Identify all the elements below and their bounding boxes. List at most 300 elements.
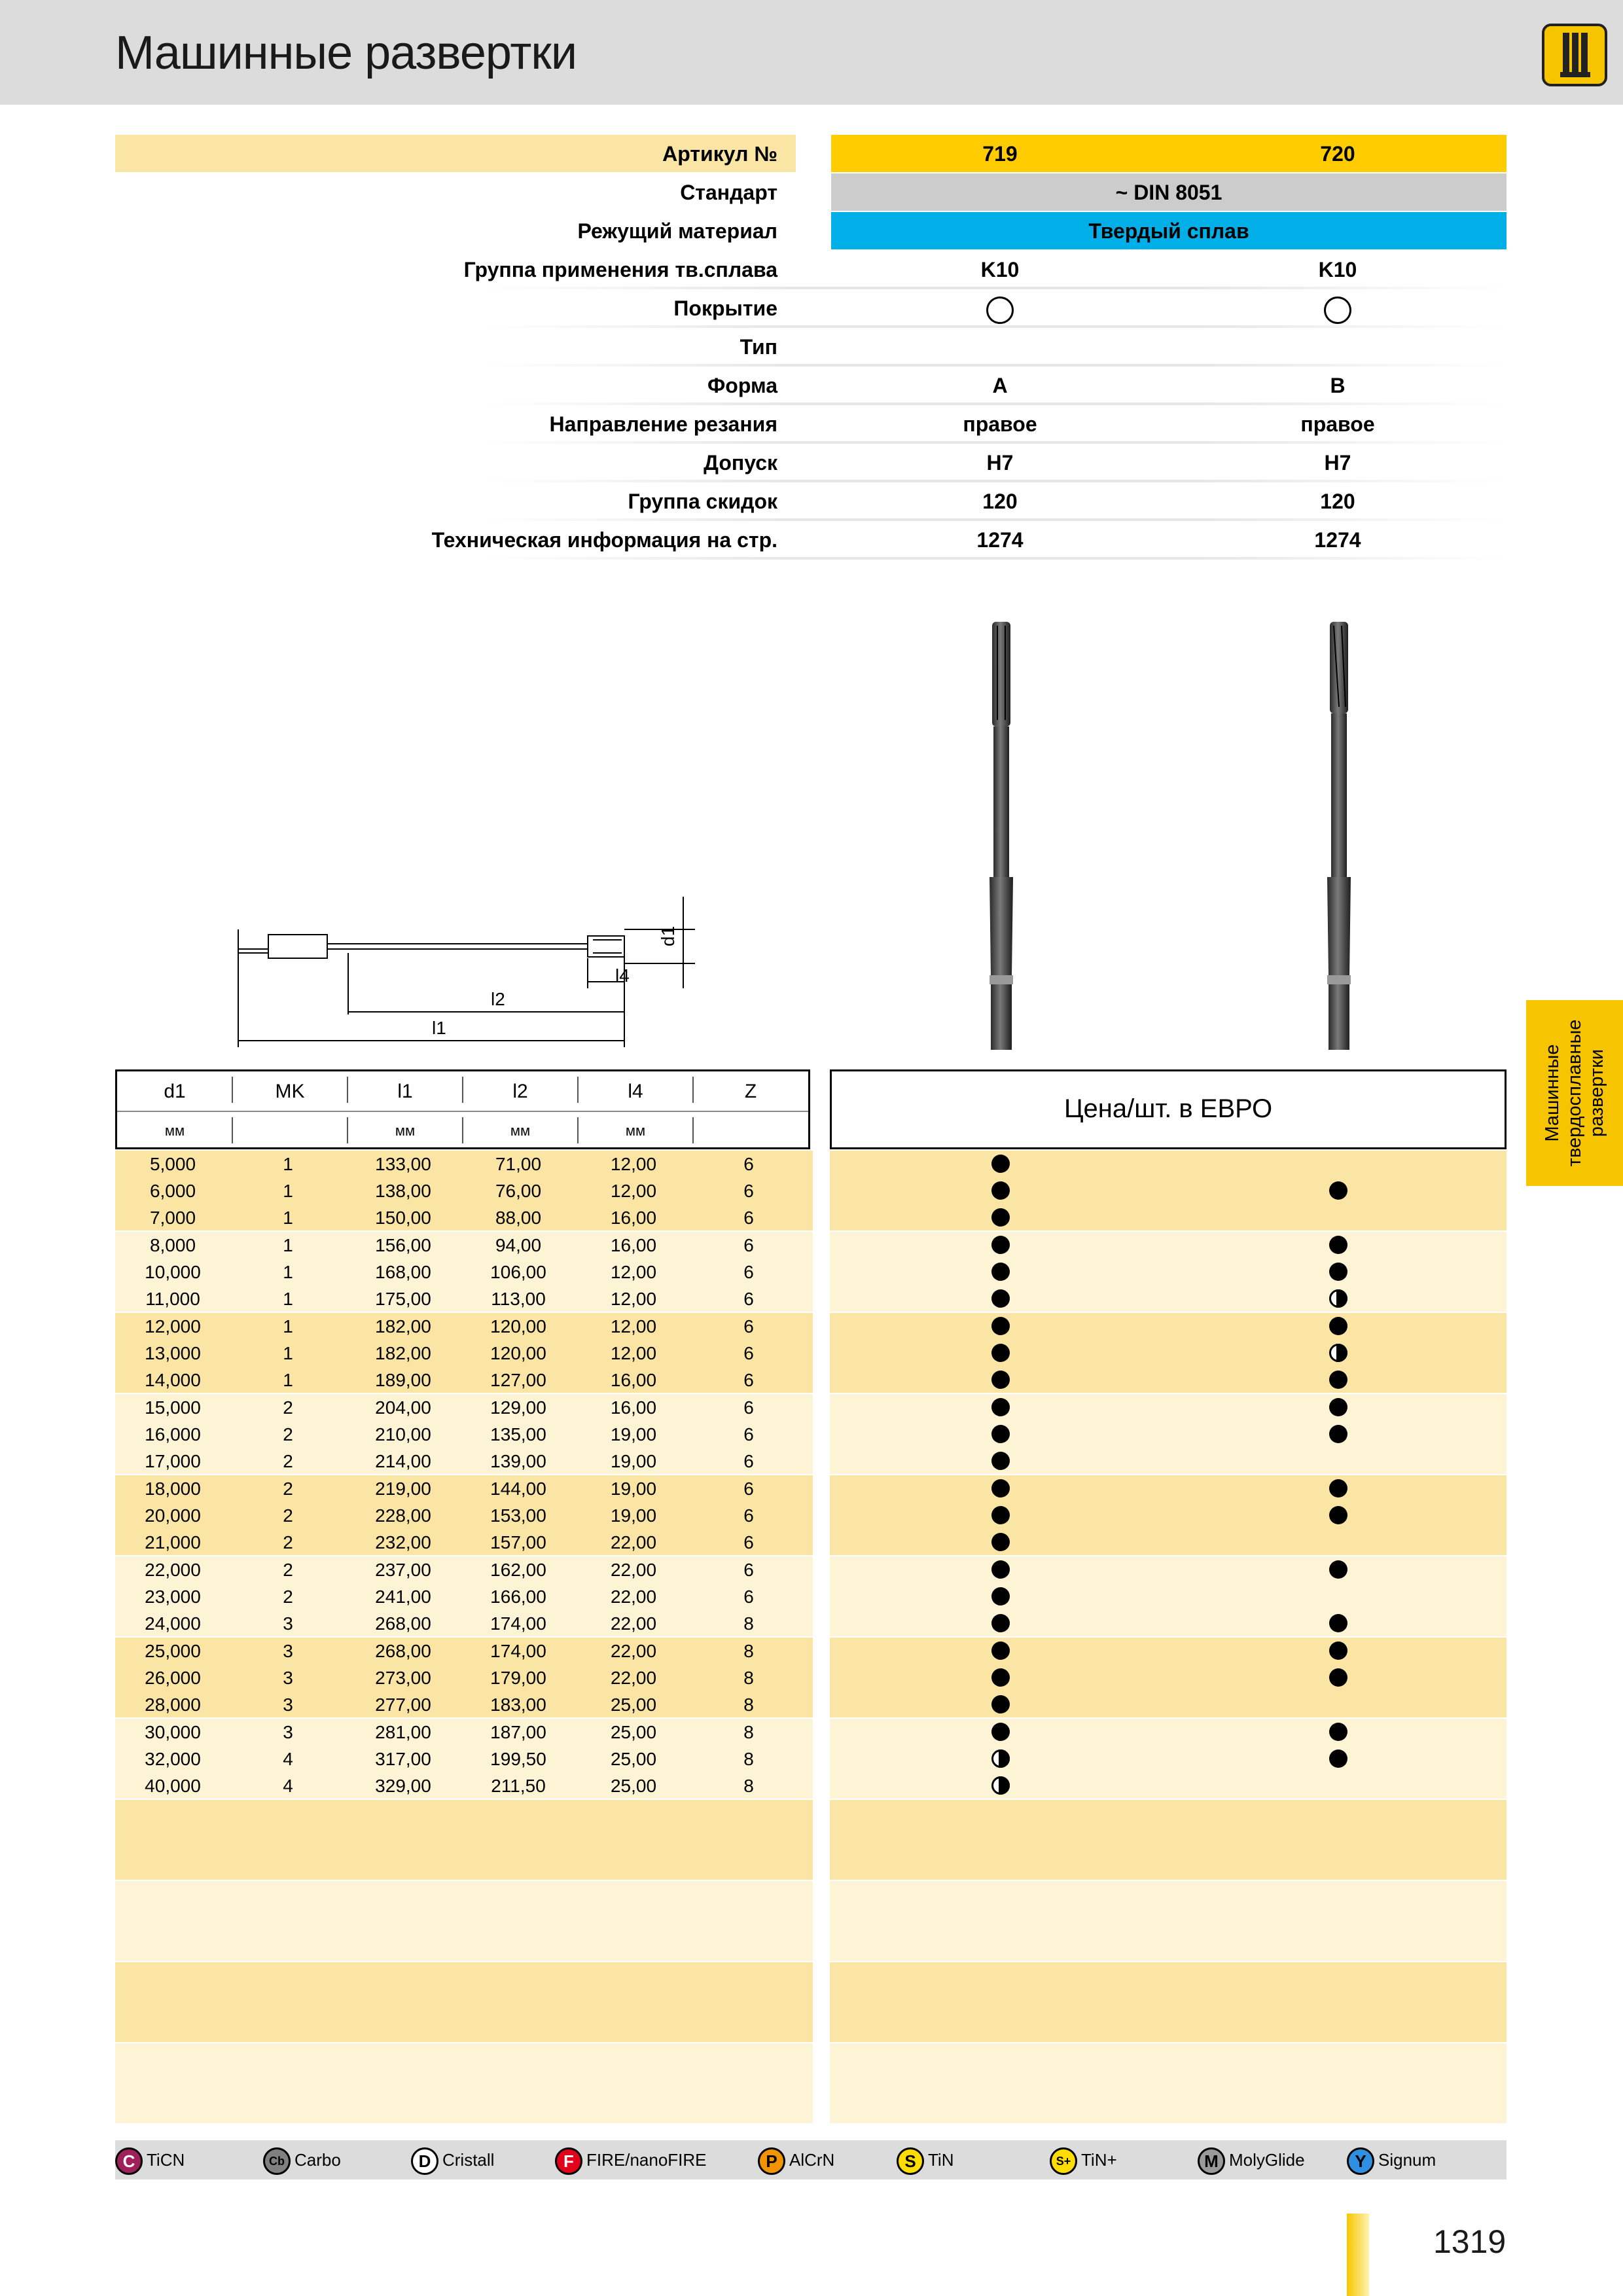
available-dot-icon bbox=[1329, 1263, 1347, 1281]
cell-d1: 6,000 bbox=[149, 1181, 196, 1201]
cell-l4: 25,00 bbox=[610, 1776, 657, 1796]
partial-availability-icon bbox=[1329, 1344, 1347, 1362]
cell-d1: 30,000 bbox=[145, 1722, 201, 1742]
table-row bbox=[115, 1151, 810, 1177]
price-header: Цена/шт. в ЕВРО bbox=[830, 1069, 1507, 1149]
cell-l1: 268,00 bbox=[375, 1613, 431, 1634]
available-dot-icon bbox=[991, 1398, 1010, 1416]
cell-d1: 18,000 bbox=[145, 1479, 201, 1499]
cell-d1: 8,000 bbox=[149, 1235, 196, 1255]
cell-mk: 3 bbox=[283, 1695, 293, 1715]
table-row bbox=[115, 1691, 810, 1718]
spec-label: Стандарт bbox=[680, 181, 777, 204]
page-title: Машинные развертки bbox=[115, 27, 577, 79]
spec-table bbox=[115, 135, 1507, 560]
cell-l1: 204,00 bbox=[375, 1397, 431, 1418]
cell-d1: 20,000 bbox=[145, 1505, 201, 1526]
cell-l2: 211,50 bbox=[491, 1776, 546, 1796]
cell-z: 8 bbox=[743, 1613, 754, 1634]
cell-l1: 228,00 bbox=[375, 1505, 431, 1526]
cell-d1: 21,000 bbox=[145, 1532, 201, 1552]
cell-mk: 1 bbox=[283, 1289, 293, 1309]
cell-z: 6 bbox=[743, 1343, 754, 1363]
cell-l4: 16,00 bbox=[610, 1235, 657, 1255]
cell-mk: 1 bbox=[283, 1154, 293, 1174]
cell-l4: 22,00 bbox=[610, 1668, 657, 1688]
cell-l2: 94,00 bbox=[495, 1235, 542, 1255]
cell-l2: 179,00 bbox=[490, 1668, 546, 1688]
cell-mk: 3 bbox=[283, 1613, 293, 1634]
diagram-label-d1: d1 bbox=[658, 925, 678, 946]
available-dot-icon bbox=[991, 1560, 1010, 1579]
cell-z: 6 bbox=[743, 1424, 754, 1444]
table-row bbox=[115, 1421, 810, 1448]
legend-item bbox=[897, 2140, 954, 2179]
spec-label: Допуск bbox=[704, 451, 777, 475]
diagram-label-l1: l1 bbox=[432, 1018, 446, 1038]
cell-l4: 12,00 bbox=[610, 1343, 657, 1363]
available-dot-icon bbox=[1329, 1749, 1347, 1768]
data-table-header bbox=[115, 1069, 810, 1149]
spec-value-720: 720 bbox=[1169, 135, 1507, 172]
available-dot-icon bbox=[991, 1506, 1010, 1524]
legend-label: TiN+ bbox=[1081, 2150, 1117, 2170]
cell-z: 8 bbox=[743, 1641, 754, 1661]
available-dot-icon bbox=[991, 1181, 1010, 1200]
cell-l1: 317,00 bbox=[375, 1749, 431, 1769]
spec-value-719: A bbox=[992, 374, 1008, 397]
cell-l2: 199,50 bbox=[490, 1749, 546, 1769]
legend-label: MolyGlide bbox=[1229, 2150, 1305, 2170]
available-dot-icon bbox=[991, 1371, 1010, 1389]
cell-l1: 168,00 bbox=[375, 1262, 431, 1282]
spec-row bbox=[115, 405, 1507, 444]
page-number: 1319 bbox=[1433, 2223, 1507, 2260]
cell-mk: 4 bbox=[283, 1776, 293, 1796]
cell-d1: 11,000 bbox=[145, 1289, 200, 1309]
cell-l2: 113,00 bbox=[491, 1289, 546, 1309]
legend-item bbox=[758, 2140, 834, 2179]
cell-l2: 129,00 bbox=[490, 1397, 546, 1418]
cell-l2: 183,00 bbox=[490, 1695, 546, 1715]
cell-z: 8 bbox=[743, 1722, 754, 1742]
column-header: l4 bbox=[628, 1081, 643, 1102]
cell-d1: 17,000 bbox=[145, 1451, 201, 1471]
spec-value-719: правое bbox=[963, 412, 1037, 436]
cell-mk: 2 bbox=[283, 1451, 293, 1471]
available-dot-icon bbox=[991, 1289, 1010, 1308]
cell-l4: 25,00 bbox=[610, 1749, 657, 1769]
cell-l1: 219,00 bbox=[375, 1479, 431, 1499]
cell-d1: 24,000 bbox=[145, 1613, 201, 1634]
spec-row bbox=[115, 444, 1507, 482]
available-dot-icon bbox=[991, 1533, 1010, 1551]
column-header: l1 bbox=[397, 1081, 413, 1102]
spec-row bbox=[115, 251, 1507, 289]
spec-value-720: правое bbox=[1300, 412, 1375, 436]
cell-mk: 1 bbox=[283, 1316, 293, 1336]
spec-value-720: B bbox=[1330, 374, 1346, 397]
column-unit: мм bbox=[164, 1122, 185, 1139]
cell-d1: 28,000 bbox=[145, 1695, 201, 1715]
cell-l4: 12,00 bbox=[610, 1316, 657, 1336]
reamer-icon bbox=[1542, 24, 1607, 86]
coating-badge-icon: D bbox=[411, 2147, 438, 2175]
table-row bbox=[115, 1475, 810, 1502]
spec-label: Форма bbox=[707, 374, 777, 397]
cell-mk: 3 bbox=[283, 1668, 293, 1688]
cell-l1: 189,00 bbox=[375, 1370, 431, 1390]
legend-item bbox=[1347, 2140, 1436, 2179]
diagram-label-l4: l4 bbox=[615, 965, 630, 986]
table-row bbox=[115, 1772, 810, 1799]
cell-d1: 23,000 bbox=[145, 1587, 201, 1607]
dimension-diagram bbox=[229, 884, 700, 1057]
cell-l4: 16,00 bbox=[610, 1370, 657, 1390]
table-row bbox=[115, 1232, 810, 1259]
cell-d1: 22,000 bbox=[145, 1560, 201, 1580]
legend-label: Signum bbox=[1378, 2150, 1436, 2170]
cell-l2: 139,00 bbox=[490, 1451, 546, 1471]
table-row bbox=[115, 1719, 810, 1746]
spec-row bbox=[115, 328, 1507, 367]
legend-label: TiN bbox=[928, 2150, 954, 2170]
available-dot-icon bbox=[991, 1155, 1010, 1173]
cell-l2: 153,00 bbox=[490, 1505, 546, 1526]
cell-d1: 5,000 bbox=[149, 1154, 196, 1174]
available-dot-icon bbox=[1329, 1479, 1347, 1498]
available-dot-icon bbox=[991, 1425, 1010, 1443]
coating-badge-icon: S bbox=[897, 2147, 924, 2175]
partial-availability-icon bbox=[991, 1776, 1010, 1795]
cell-l4: 19,00 bbox=[610, 1424, 657, 1444]
cell-l4: 25,00 bbox=[610, 1722, 657, 1742]
cell-l4: 22,00 bbox=[610, 1532, 657, 1552]
cell-l2: 120,00 bbox=[490, 1343, 546, 1363]
available-dot-icon bbox=[1329, 1317, 1347, 1335]
column-unit: мм bbox=[395, 1122, 416, 1139]
cell-z: 6 bbox=[743, 1560, 754, 1580]
cell-l2: 106,00 bbox=[490, 1262, 546, 1282]
legend-label: Cristall bbox=[442, 2150, 495, 2170]
cell-mk: 1 bbox=[283, 1181, 293, 1201]
cell-l1: 273,00 bbox=[375, 1668, 431, 1688]
cell-l1: 268,00 bbox=[375, 1641, 431, 1661]
spec-row bbox=[115, 521, 1507, 560]
available-dot-icon bbox=[991, 1344, 1010, 1362]
available-dot-icon bbox=[1329, 1641, 1347, 1660]
available-dot-icon bbox=[991, 1614, 1010, 1632]
available-dot-icon bbox=[991, 1452, 1010, 1470]
cell-l2: 187,00 bbox=[490, 1722, 546, 1742]
spec-value-719: H7 bbox=[986, 451, 1014, 475]
legend-item bbox=[1050, 2140, 1117, 2179]
spec-value-719 bbox=[831, 289, 1169, 327]
cell-l4: 12,00 bbox=[610, 1181, 657, 1201]
cell-l4: 22,00 bbox=[610, 1587, 657, 1607]
available-dot-icon bbox=[991, 1587, 1010, 1605]
cell-d1: 32,000 bbox=[145, 1749, 201, 1769]
cell-l1: 237,00 bbox=[375, 1560, 431, 1580]
spec-value: ~ DIN 8051 bbox=[831, 173, 1507, 211]
available-dot-icon bbox=[1329, 1371, 1347, 1389]
legend-item bbox=[555, 2140, 707, 2179]
diagram-label-l2: l2 bbox=[491, 989, 505, 1009]
cell-z: 8 bbox=[743, 1749, 754, 1769]
partial-availability-icon bbox=[1329, 1289, 1347, 1308]
cell-z: 6 bbox=[743, 1262, 754, 1282]
reamer-form-b-image bbox=[1313, 622, 1365, 1057]
table-row bbox=[115, 1313, 810, 1340]
cell-d1: 26,000 bbox=[145, 1668, 201, 1688]
cell-mk: 2 bbox=[283, 1505, 293, 1526]
coating-badge-icon: Cb bbox=[263, 2147, 291, 2175]
available-dot-icon bbox=[1329, 1506, 1347, 1524]
cell-l2: 120,00 bbox=[490, 1316, 546, 1336]
cell-mk: 2 bbox=[283, 1587, 293, 1607]
cell-l2: 135,00 bbox=[490, 1424, 546, 1444]
table-row bbox=[115, 1556, 810, 1583]
cell-d1: 13,000 bbox=[145, 1343, 201, 1363]
spec-value-720: K10 bbox=[1318, 258, 1357, 281]
cell-z: 6 bbox=[743, 1505, 754, 1526]
cell-z: 6 bbox=[743, 1370, 754, 1390]
table-row bbox=[115, 1285, 810, 1312]
available-dot-icon bbox=[1329, 1614, 1347, 1632]
cell-z: 6 bbox=[743, 1289, 754, 1309]
legend-item bbox=[411, 2140, 494, 2179]
available-dot-icon bbox=[1329, 1398, 1347, 1416]
cell-l1: 214,00 bbox=[375, 1451, 431, 1471]
table-row bbox=[115, 1502, 810, 1529]
table-row bbox=[115, 1746, 810, 1772]
table-row bbox=[115, 1367, 810, 1393]
cell-mk: 1 bbox=[283, 1208, 293, 1228]
cell-l2: 127,00 bbox=[490, 1370, 546, 1390]
side-tab-line: развертки bbox=[1586, 1049, 1607, 1138]
cell-l2: 144,00 bbox=[490, 1479, 546, 1499]
spec-value-720: 120 bbox=[1320, 490, 1355, 513]
cell-l1: 241,00 bbox=[375, 1587, 431, 1607]
cell-l4: 16,00 bbox=[610, 1397, 657, 1418]
reamer-form-a-image bbox=[975, 622, 1027, 1057]
legend-item bbox=[115, 2140, 185, 2179]
cell-z: 8 bbox=[743, 1668, 754, 1688]
cell-d1: 16,000 bbox=[145, 1424, 201, 1444]
cell-l4: 19,00 bbox=[610, 1505, 657, 1526]
cell-l2: 162,00 bbox=[490, 1560, 546, 1580]
cell-l4: 22,00 bbox=[610, 1613, 657, 1634]
cell-z: 6 bbox=[743, 1532, 754, 1552]
cell-l4: 19,00 bbox=[610, 1479, 657, 1499]
cell-l1: 150,00 bbox=[375, 1208, 431, 1228]
cell-l2: 166,00 bbox=[490, 1587, 546, 1607]
cell-mk: 3 bbox=[283, 1722, 293, 1742]
available-dot-icon bbox=[1329, 1560, 1347, 1579]
cell-l1: 210,00 bbox=[375, 1424, 431, 1444]
side-tab-line: твердосплавные bbox=[1564, 1019, 1585, 1167]
partial-availability-icon bbox=[991, 1749, 1010, 1768]
column-header: l2 bbox=[512, 1081, 528, 1102]
cell-mk: 1 bbox=[283, 1235, 293, 1255]
spec-value-719: 120 bbox=[982, 490, 1018, 513]
coating-badge-icon: P bbox=[758, 2147, 785, 2175]
cell-l2: 157,00 bbox=[490, 1532, 546, 1552]
table-row bbox=[115, 1177, 810, 1204]
coating-badge-icon: C bbox=[115, 2147, 143, 2175]
uncoated-icon bbox=[986, 296, 1014, 324]
cell-d1: 25,000 bbox=[145, 1641, 201, 1661]
table-row bbox=[115, 1583, 810, 1610]
table-row bbox=[115, 1448, 810, 1475]
cell-mk: 1 bbox=[283, 1262, 293, 1282]
footer-accent-bar bbox=[1347, 2214, 1369, 2296]
cell-l4: 25,00 bbox=[610, 1695, 657, 1715]
cell-mk: 2 bbox=[283, 1424, 293, 1444]
spec-row bbox=[115, 135, 1507, 173]
available-dot-icon bbox=[1329, 1181, 1347, 1200]
cell-mk: 1 bbox=[283, 1343, 293, 1363]
cell-mk: 2 bbox=[283, 1397, 293, 1418]
coating-badge-icon: Y bbox=[1347, 2147, 1374, 2175]
cell-l2: 174,00 bbox=[490, 1641, 546, 1661]
cell-d1: 14,000 bbox=[145, 1370, 201, 1390]
cell-l1: 182,00 bbox=[375, 1316, 431, 1336]
table-row bbox=[115, 1664, 810, 1691]
cell-z: 6 bbox=[743, 1154, 754, 1174]
spec-value-719: K10 bbox=[980, 258, 1020, 281]
side-tab-line: Машинные bbox=[1542, 1044, 1563, 1142]
cell-l1: 156,00 bbox=[375, 1235, 431, 1255]
column-header: Z bbox=[744, 1081, 757, 1102]
cell-d1: 15,000 bbox=[145, 1397, 201, 1418]
cell-mk: 2 bbox=[283, 1560, 293, 1580]
legend-label: Carbo bbox=[294, 2150, 341, 2170]
spec-row bbox=[115, 173, 1507, 212]
side-tab bbox=[1526, 1000, 1623, 1186]
column-unit: мм bbox=[510, 1122, 531, 1139]
cell-z: 6 bbox=[743, 1181, 754, 1201]
spec-label: Группа скидок bbox=[628, 490, 777, 513]
cell-l2: 76,00 bbox=[495, 1181, 542, 1201]
table-row bbox=[115, 1638, 810, 1664]
available-dot-icon bbox=[991, 1208, 1010, 1227]
column-header: d1 bbox=[164, 1081, 186, 1102]
cell-z: 6 bbox=[743, 1316, 754, 1336]
cell-l1: 277,00 bbox=[375, 1695, 431, 1715]
spec-value: Твердый сплав bbox=[831, 212, 1507, 249]
spec-row bbox=[115, 482, 1507, 521]
cell-z: 6 bbox=[743, 1397, 754, 1418]
uncoated-icon bbox=[1324, 296, 1351, 324]
cell-z: 6 bbox=[743, 1235, 754, 1255]
coating-badge-icon: M bbox=[1198, 2147, 1225, 2175]
cell-l1: 281,00 bbox=[375, 1722, 431, 1742]
cell-d1: 7,000 bbox=[149, 1208, 196, 1228]
cell-mk: 4 bbox=[283, 1749, 293, 1769]
spec-value-719 bbox=[831, 328, 1169, 365]
cell-d1: 40,000 bbox=[145, 1776, 201, 1796]
spec-label: Режущий материал bbox=[577, 219, 777, 243]
cell-z: 6 bbox=[743, 1479, 754, 1499]
legend-label: TiCN bbox=[147, 2150, 185, 2170]
column-header: MK bbox=[275, 1081, 305, 1102]
spec-label: Тип bbox=[740, 335, 777, 359]
cell-z: 8 bbox=[743, 1695, 754, 1715]
spec-row bbox=[115, 212, 1507, 251]
cell-z: 8 bbox=[743, 1776, 754, 1796]
cell-l4: 12,00 bbox=[610, 1262, 657, 1282]
cell-mk: 2 bbox=[283, 1479, 293, 1499]
cell-l1: 175,00 bbox=[375, 1289, 431, 1309]
spec-label: Группа применения тв.сплава bbox=[463, 258, 777, 281]
cell-l1: 182,00 bbox=[375, 1343, 431, 1363]
page-header bbox=[0, 0, 1623, 105]
spec-value-720 bbox=[1169, 289, 1507, 327]
available-dot-icon bbox=[991, 1479, 1010, 1498]
spec-label: Направление резания bbox=[549, 412, 777, 436]
table-row bbox=[115, 1529, 810, 1556]
available-dot-icon bbox=[1329, 1668, 1347, 1687]
table-row bbox=[115, 1610, 810, 1637]
available-dot-icon bbox=[991, 1723, 1010, 1741]
cell-l4: 22,00 bbox=[610, 1641, 657, 1661]
coating-badge-icon: S+ bbox=[1050, 2147, 1077, 2175]
cell-l4: 16,00 bbox=[610, 1208, 657, 1228]
available-dot-icon bbox=[991, 1641, 1010, 1660]
cell-l4: 22,00 bbox=[610, 1560, 657, 1580]
cell-l1: 329,00 bbox=[375, 1776, 431, 1796]
available-dot-icon bbox=[991, 1668, 1010, 1687]
cell-l2: 174,00 bbox=[490, 1613, 546, 1634]
available-dot-icon bbox=[1329, 1723, 1347, 1741]
cell-l2: 88,00 bbox=[495, 1208, 542, 1228]
cell-l1: 133,00 bbox=[375, 1154, 431, 1174]
coating-badge-icon: F bbox=[555, 2147, 582, 2175]
legend-item bbox=[263, 2140, 341, 2179]
cell-d1: 10,000 bbox=[145, 1262, 201, 1282]
spec-value-720 bbox=[1169, 328, 1507, 365]
cell-z: 6 bbox=[743, 1451, 754, 1471]
available-dot-icon bbox=[991, 1695, 1010, 1713]
table-row bbox=[115, 1259, 810, 1285]
legend-label: FIRE/nanoFIRE bbox=[586, 2150, 707, 2170]
cell-l4: 12,00 bbox=[610, 1154, 657, 1174]
spec-row bbox=[115, 289, 1507, 328]
table-row bbox=[115, 1340, 810, 1367]
available-dot-icon bbox=[1329, 1236, 1347, 1254]
spec-value-719: 719 bbox=[831, 135, 1169, 172]
spec-label: Покрытие bbox=[673, 296, 777, 320]
legend-item bbox=[1198, 2140, 1305, 2179]
cell-mk: 3 bbox=[283, 1641, 293, 1661]
legend-label: AlCrN bbox=[789, 2150, 835, 2170]
available-dot-icon bbox=[991, 1317, 1010, 1335]
spec-row bbox=[115, 367, 1507, 405]
cell-l4: 12,00 bbox=[610, 1289, 657, 1309]
cell-z: 6 bbox=[743, 1208, 754, 1228]
available-dot-icon bbox=[991, 1263, 1010, 1281]
coating-legend bbox=[115, 2140, 1507, 2179]
spec-label: Техническая информация на стр. bbox=[431, 528, 777, 552]
cell-mk: 2 bbox=[283, 1532, 293, 1552]
table-row bbox=[115, 1204, 810, 1231]
spec-value-720: H7 bbox=[1324, 451, 1351, 475]
spec-value-720: 1274 bbox=[1314, 528, 1361, 552]
cell-l1: 138,00 bbox=[375, 1181, 431, 1201]
cell-l1: 232,00 bbox=[375, 1532, 431, 1552]
available-dot-icon bbox=[991, 1236, 1010, 1254]
